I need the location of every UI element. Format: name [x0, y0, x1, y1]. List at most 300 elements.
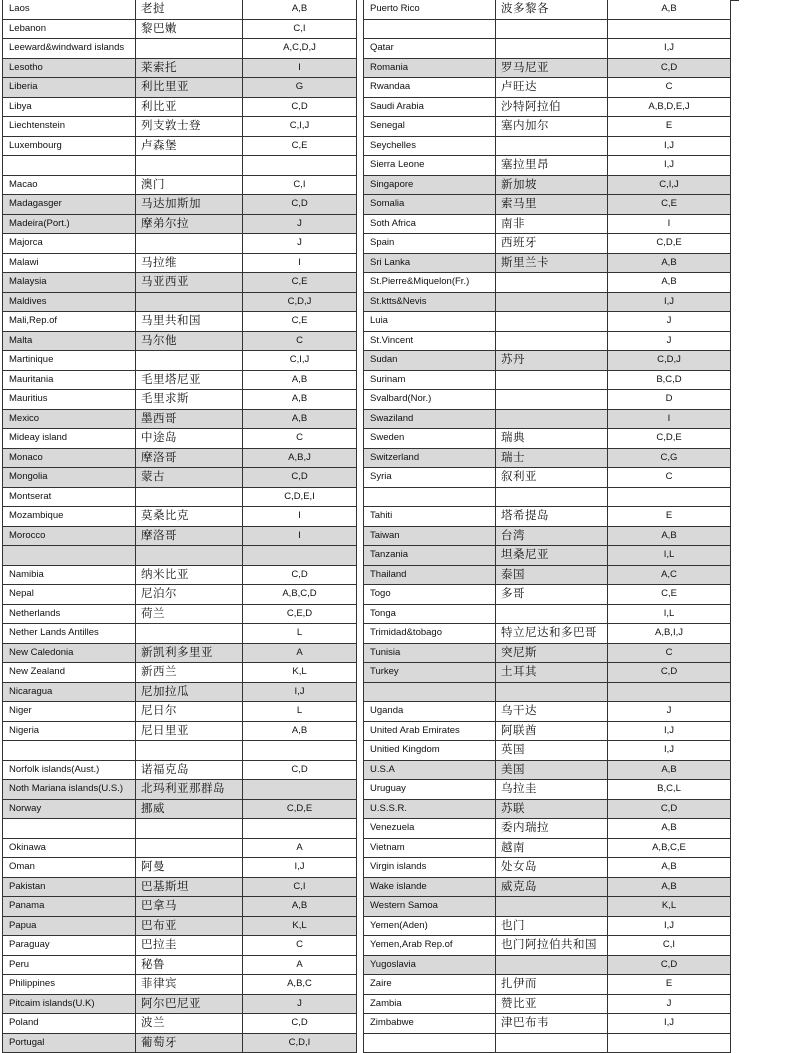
table-row: [364, 351, 731, 371]
country-english-cell: Wake islande: [364, 877, 496, 897]
region-code-cell: B,C,L: [608, 780, 731, 800]
region-code-cell: C,D,E: [608, 429, 731, 449]
country-english-cell: Laos: [3, 0, 136, 19]
country-english-cell: New Caledonia: [3, 643, 136, 663]
country-english-cell: Nepal: [3, 585, 136, 605]
table-row: [3, 702, 357, 722]
country-english-cell: [3, 546, 136, 566]
country-english-cell: Soth Africa: [364, 214, 496, 234]
table-row: [3, 585, 357, 605]
region-code-cell: A,B: [608, 273, 731, 293]
table-row: [3, 682, 357, 702]
table-row: [364, 643, 731, 663]
table-row: [3, 526, 357, 546]
region-code-cell: A,B: [243, 721, 357, 741]
table-row: [364, 390, 731, 410]
region-code-cell: J: [608, 702, 731, 722]
region-code-cell: C,E: [608, 585, 731, 605]
region-code-cell: I,J: [243, 682, 357, 702]
country-english-cell: Uruguay: [364, 780, 496, 800]
country-english-cell: Nigeria: [3, 721, 136, 741]
table-row: [3, 994, 357, 1014]
country-chinese-cell: 秘鲁: [136, 955, 243, 975]
country-english-cell: St.Pierre&Miquelon(Fr.): [364, 273, 496, 293]
region-code-cell: C,D,I: [243, 1033, 357, 1053]
country-chinese-cell: 乌拉圭: [496, 780, 608, 800]
country-chinese-cell: 多哥: [496, 585, 608, 605]
country-chinese-cell: 蒙古: [136, 468, 243, 488]
country-english-cell: Madagasger: [3, 195, 136, 215]
country-english-cell: Puerto Rico: [364, 0, 496, 19]
country-chinese-cell: 黎巴嫩: [136, 19, 243, 39]
region-code-cell: A,B: [608, 0, 731, 19]
country-chinese-cell: 马拉维: [136, 253, 243, 273]
country-english-cell: United Arab Emirates: [364, 721, 496, 741]
region-code-cell: I,J: [608, 39, 731, 59]
country-chinese-cell: [496, 312, 608, 332]
country-english-cell: Majorca: [3, 234, 136, 254]
region-code-cell: A,B: [608, 877, 731, 897]
table-row: [364, 78, 731, 98]
region-code-cell: C,E: [243, 273, 357, 293]
region-code-cell: C,D: [243, 468, 357, 488]
table-row: [3, 507, 357, 527]
region-code-cell: I: [243, 253, 357, 273]
country-english-cell: Syria: [364, 468, 496, 488]
table-row: [3, 370, 357, 390]
region-code-cell: A,B: [243, 0, 357, 19]
country-chinese-cell: [496, 136, 608, 156]
country-english-cell: Seychelles: [364, 136, 496, 156]
region-code-cell: C,E: [243, 136, 357, 156]
country-chinese-cell: [136, 351, 243, 371]
region-code-cell: I,L: [608, 546, 731, 566]
table-row: [364, 702, 731, 722]
region-code-cell: [608, 1033, 731, 1053]
table-row: [3, 331, 357, 351]
country-english-cell: Saudi Arabia: [364, 97, 496, 117]
region-code-cell: I,J: [608, 156, 731, 176]
table-row: [3, 39, 357, 59]
country-english-cell: Unitied Kingdom: [364, 741, 496, 761]
table-row: [3, 624, 357, 644]
country-chinese-cell: 巴拿马: [136, 897, 243, 917]
country-chinese-cell: 威克岛: [496, 877, 608, 897]
table-row: [364, 156, 731, 176]
region-code-cell: J: [243, 234, 357, 254]
country-english-cell: St.Vincent: [364, 331, 496, 351]
country-english-cell: Sierra Leone: [364, 156, 496, 176]
country-english-cell: Qatar: [364, 39, 496, 59]
table-row: [364, 1014, 731, 1034]
country-chinese-cell: [496, 370, 608, 390]
table-row: [3, 565, 357, 585]
region-code-cell: C,E: [243, 312, 357, 332]
table-row: [364, 565, 731, 585]
country-chinese-cell: 中途岛: [136, 429, 243, 449]
country-chinese-cell: 巴拉圭: [136, 936, 243, 956]
table-row: [364, 195, 731, 215]
region-code-cell: C,I: [243, 19, 357, 39]
table-row: [364, 799, 731, 819]
country-english-cell: Mozambique: [3, 507, 136, 527]
table-row: [364, 624, 731, 644]
country-english-cell: Leeward&windward islands: [3, 39, 136, 59]
country-chinese-cell: 突尼斯: [496, 643, 608, 663]
country-chinese-cell: [496, 955, 608, 975]
region-code-cell: A,B: [608, 760, 731, 780]
country-english-cell: St.ktts&Nevis: [364, 292, 496, 312]
table-row: [3, 877, 357, 897]
table-row: [364, 916, 731, 936]
country-english-cell: Lesotho: [3, 58, 136, 78]
table-row: [3, 721, 357, 741]
country-chinese-cell: 叙利亚: [496, 468, 608, 488]
country-chinese-cell: [496, 409, 608, 429]
region-code-cell: D: [608, 390, 731, 410]
country-chinese-cell: 列支敦士登: [136, 117, 243, 137]
country-chinese-cell: 摩洛哥: [136, 526, 243, 546]
country-chinese-cell: 摩弟尔拉: [136, 214, 243, 234]
country-english-cell: Yugoslavia: [364, 955, 496, 975]
country-chinese-cell: [496, 604, 608, 624]
region-code-cell: C,D,J: [243, 292, 357, 312]
country-chinese-cell: 也门: [496, 916, 608, 936]
country-chinese-cell: 菲律宾: [136, 975, 243, 995]
region-code-cell: J: [608, 331, 731, 351]
country-english-cell: Mauritania: [3, 370, 136, 390]
country-chinese-cell: 赞比亚: [496, 994, 608, 1014]
country-english-cell: [3, 156, 136, 176]
country-english-cell: Swaziland: [364, 409, 496, 429]
country-chinese-cell: [496, 331, 608, 351]
country-english-cell: Nicaragua: [3, 682, 136, 702]
country-chinese-cell: 塞拉里昂: [496, 156, 608, 176]
table-row: [364, 136, 731, 156]
table-row: [3, 214, 357, 234]
region-code-cell: A,B: [243, 390, 357, 410]
table-row: [3, 273, 357, 293]
table-row: [364, 838, 731, 858]
country-chinese-cell: [136, 819, 243, 839]
country-english-cell: Monaco: [3, 448, 136, 468]
region-code-cell: A: [243, 838, 357, 858]
table-row: [364, 97, 731, 117]
country-english-cell: Paraguay: [3, 936, 136, 956]
table-row: [364, 331, 731, 351]
country-english-cell: Zimbabwe: [364, 1014, 496, 1034]
country-chinese-cell: [496, 1033, 608, 1053]
table-row: [3, 897, 357, 917]
country-english-cell: Peru: [3, 955, 136, 975]
country-chinese-cell: 毛里塔尼亚: [136, 370, 243, 390]
country-chinese-cell: 台湾: [496, 526, 608, 546]
country-chinese-cell: 尼日里亚: [136, 721, 243, 741]
left-country-table: [2, 0, 357, 1053]
country-english-cell: Luxembourg: [3, 136, 136, 156]
country-chinese-cell: 罗马尼亚: [496, 58, 608, 78]
country-chinese-cell: 乌干达: [496, 702, 608, 722]
region-code-cell: C,I,J: [243, 117, 357, 137]
country-english-cell: Somalia: [364, 195, 496, 215]
region-code-cell: C: [243, 936, 357, 956]
country-english-cell: Sudan: [364, 351, 496, 371]
region-code-cell: [608, 487, 731, 507]
region-code-cell: C,D: [608, 955, 731, 975]
page-edge-mark: [731, 0, 739, 5]
table-row: [364, 975, 731, 995]
region-code-cell: C,G: [608, 448, 731, 468]
region-code-cell: A,B,D,E,J: [608, 97, 731, 117]
country-chinese-cell: 西班牙: [496, 234, 608, 254]
region-code-cell: C,D,E: [608, 234, 731, 254]
region-code-cell: E: [608, 117, 731, 137]
country-english-cell: U.S.A: [364, 760, 496, 780]
country-english-cell: Papua: [3, 916, 136, 936]
table-row: [364, 780, 731, 800]
country-english-cell: Svalbard(Nor.): [364, 390, 496, 410]
country-english-cell: Spain: [364, 234, 496, 254]
country-english-cell: Mauritius: [3, 390, 136, 410]
country-english-cell: Netherlands: [3, 604, 136, 624]
country-chinese-cell: 葡萄牙: [136, 1033, 243, 1053]
table-row: [364, 819, 731, 839]
country-chinese-cell: 瑞典: [496, 429, 608, 449]
region-code-cell: E: [608, 507, 731, 527]
country-chinese-cell: 扎伊而: [496, 975, 608, 995]
table-row: [3, 0, 357, 19]
region-code-cell: A,B: [608, 526, 731, 546]
region-code-cell: [243, 546, 357, 566]
country-english-cell: Taiwan: [364, 526, 496, 546]
country-chinese-cell: 莫桑比克: [136, 507, 243, 527]
table-row: [364, 507, 731, 527]
region-code-cell: A,B: [243, 897, 357, 917]
region-code-cell: A,C,D,J: [243, 39, 357, 59]
region-code-cell: C,D: [243, 1014, 357, 1034]
country-english-cell: Nether Lands Antilles: [3, 624, 136, 644]
table-row: [3, 429, 357, 449]
country-english-cell: [364, 487, 496, 507]
table-row: [364, 39, 731, 59]
region-code-cell: I,J: [243, 858, 357, 878]
table-row: [3, 838, 357, 858]
region-code-cell: I,J: [608, 1014, 731, 1034]
region-code-cell: C,I: [243, 175, 357, 195]
country-english-cell: Pakistan: [3, 877, 136, 897]
region-code-cell: I,J: [608, 721, 731, 741]
country-chinese-cell: [136, 741, 243, 761]
region-code-cell: A,B: [243, 409, 357, 429]
country-chinese-cell: 毛里求斯: [136, 390, 243, 410]
region-code-cell: B,C,D: [608, 370, 731, 390]
region-code-cell: C,D,E,I: [243, 487, 357, 507]
region-code-cell: J: [243, 994, 357, 1014]
table-row: [364, 877, 731, 897]
country-chinese-cell: 卢森堡: [136, 136, 243, 156]
table-row: [364, 526, 731, 546]
region-code-cell: C,D: [243, 97, 357, 117]
country-chinese-cell: 荷兰: [136, 604, 243, 624]
table-row: [3, 136, 357, 156]
country-chinese-cell: 土耳其: [496, 663, 608, 683]
country-chinese-cell: [496, 487, 608, 507]
table-row: [364, 117, 731, 137]
region-code-cell: A,B: [608, 253, 731, 273]
country-chinese-cell: [496, 292, 608, 312]
country-chinese-cell: [136, 624, 243, 644]
region-code-cell: C,I,J: [243, 351, 357, 371]
region-code-cell: G: [243, 78, 357, 98]
region-code-cell: C: [608, 468, 731, 488]
country-chinese-cell: 纳米比亚: [136, 565, 243, 585]
country-chinese-cell: [136, 39, 243, 59]
country-english-cell: Rwandaa: [364, 78, 496, 98]
country-chinese-cell: 塞内加尔: [496, 117, 608, 137]
country-english-cell: New Zealand: [3, 663, 136, 683]
table-row: [3, 663, 357, 683]
country-english-cell: Turkey: [364, 663, 496, 683]
country-english-cell: Noth Mariana islands(U.S.): [3, 780, 136, 800]
table-row: [364, 0, 731, 19]
table-row: [3, 975, 357, 995]
country-english-cell: Oman: [3, 858, 136, 878]
region-code-cell: A,B: [608, 819, 731, 839]
country-english-cell: Trimidad&tobago: [364, 624, 496, 644]
country-chinese-cell: [496, 39, 608, 59]
table-row: [364, 682, 731, 702]
table-row: [364, 487, 731, 507]
country-chinese-cell: [496, 390, 608, 410]
table-row: [3, 546, 357, 566]
region-code-cell: I: [243, 507, 357, 527]
country-chinese-cell: 利比里亚: [136, 78, 243, 98]
region-code-cell: C,D: [608, 663, 731, 683]
table-row: [364, 936, 731, 956]
table-row: [3, 253, 357, 273]
country-chinese-cell: 苏联: [496, 799, 608, 819]
region-code-cell: E: [608, 975, 731, 995]
region-code-cell: C,D: [608, 58, 731, 78]
country-chinese-cell: 也门阿拉伯共和国: [496, 936, 608, 956]
country-chinese-cell: 苏丹: [496, 351, 608, 371]
country-english-cell: Philippines: [3, 975, 136, 995]
table-row: [364, 741, 731, 761]
region-code-cell: C,D: [243, 195, 357, 215]
table-row: [3, 936, 357, 956]
table-row: [3, 78, 357, 98]
country-chinese-cell: 挪威: [136, 799, 243, 819]
country-english-cell: Romania: [364, 58, 496, 78]
country-chinese-cell: 瑞士: [496, 448, 608, 468]
region-code-cell: I: [608, 214, 731, 234]
country-english-cell: Norfolk islands(Aust.): [3, 760, 136, 780]
country-chinese-cell: 马亚西亚: [136, 273, 243, 293]
table-row: [364, 858, 731, 878]
region-code-cell: I: [608, 409, 731, 429]
country-chinese-cell: 尼泊尔: [136, 585, 243, 605]
table-row: [364, 468, 731, 488]
country-english-cell: Yemen,Arab Rep.of: [364, 936, 496, 956]
country-chinese-cell: [136, 156, 243, 176]
region-code-cell: I: [243, 526, 357, 546]
country-english-cell: Norway: [3, 799, 136, 819]
region-code-cell: C,D: [243, 760, 357, 780]
table-row: [364, 546, 731, 566]
country-english-cell: Panama: [3, 897, 136, 917]
table-row: [3, 1033, 357, 1053]
country-english-cell: Martinique: [3, 351, 136, 371]
table-row: [3, 780, 357, 800]
region-code-cell: A,B,J: [243, 448, 357, 468]
table-row: [3, 19, 357, 39]
table-row: [3, 916, 357, 936]
table-row: [3, 643, 357, 663]
country-english-cell: Thailand: [364, 565, 496, 585]
region-code-cell: C,D: [243, 565, 357, 585]
country-english-cell: Malawi: [3, 253, 136, 273]
table-row: [364, 604, 731, 624]
country-chinese-cell: 尼日尔: [136, 702, 243, 722]
table-row: [3, 799, 357, 819]
country-english-cell: Togo: [364, 585, 496, 605]
region-code-cell: J: [243, 214, 357, 234]
country-english-cell: Montserat: [3, 487, 136, 507]
region-code-cell: I,L: [608, 604, 731, 624]
country-english-cell: Morocco: [3, 526, 136, 546]
region-code-cell: [608, 682, 731, 702]
country-english-cell: Vietnam: [364, 838, 496, 858]
country-english-cell: Yemen(Aden): [364, 916, 496, 936]
country-english-cell: Singapore: [364, 175, 496, 195]
region-code-cell: A,B,C,D: [243, 585, 357, 605]
region-code-cell: A: [243, 643, 357, 663]
country-chinese-cell: 特立尼达和多巴哥: [496, 624, 608, 644]
table-row: [3, 409, 357, 429]
country-chinese-cell: 津巴布韦: [496, 1014, 608, 1034]
country-english-cell: [3, 819, 136, 839]
table-row: [364, 897, 731, 917]
region-code-cell: I: [243, 58, 357, 78]
country-english-cell: Niger: [3, 702, 136, 722]
region-code-cell: C,I: [243, 877, 357, 897]
table-row: [3, 312, 357, 332]
country-chinese-cell: [136, 292, 243, 312]
region-code-cell: C: [243, 429, 357, 449]
country-english-cell: Macao: [3, 175, 136, 195]
country-chinese-cell: 越南: [496, 838, 608, 858]
country-chinese-cell: 巴布亚: [136, 916, 243, 936]
country-english-cell: Tanzania: [364, 546, 496, 566]
country-chinese-cell: 美国: [496, 760, 608, 780]
country-chinese-cell: 英国: [496, 741, 608, 761]
table-row: [364, 1033, 731, 1053]
country-chinese-cell: 新西兰: [136, 663, 243, 683]
right-country-table: [363, 0, 731, 1053]
region-code-cell: L: [243, 624, 357, 644]
country-english-cell: Venezuela: [364, 819, 496, 839]
region-code-cell: I,J: [608, 292, 731, 312]
country-english-cell: Western Samoa: [364, 897, 496, 917]
country-english-cell: Okinawa: [3, 838, 136, 858]
country-chinese-cell: [496, 897, 608, 917]
region-code-cell: C: [243, 331, 357, 351]
table-row: [364, 760, 731, 780]
table-row: [364, 234, 731, 254]
region-code-cell: A: [243, 955, 357, 975]
region-code-cell: J: [608, 312, 731, 332]
region-code-cell: [243, 156, 357, 176]
